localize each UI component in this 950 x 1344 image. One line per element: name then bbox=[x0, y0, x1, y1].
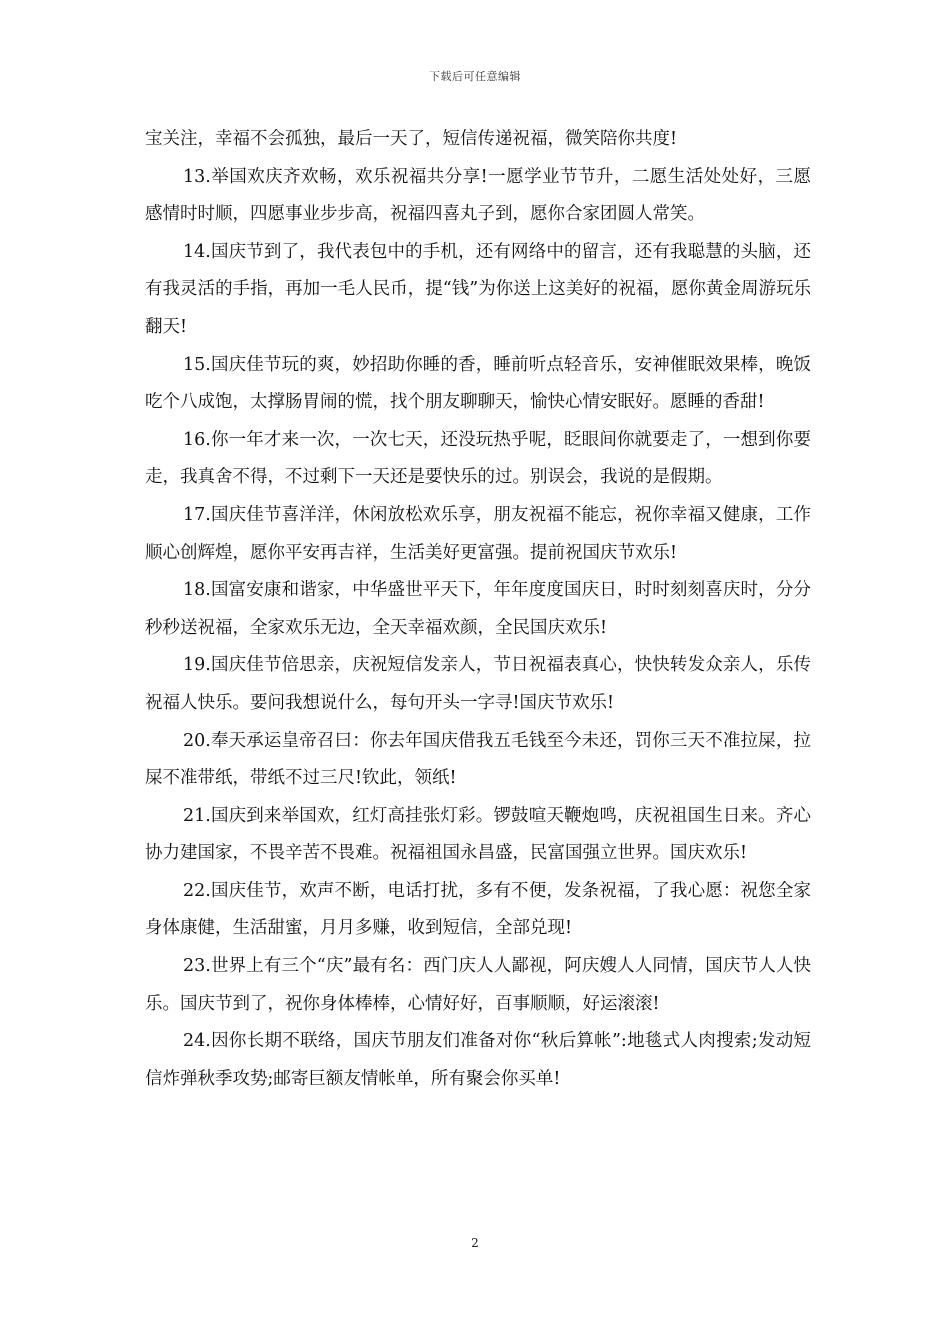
paragraph-continuation: 宝关注，幸福不会孤独，最后一天了，短信传递祝福，微笑陪你共度! bbox=[145, 129, 678, 149]
paragraph-item-17: 17.国庆佳节喜洋洋，休闲放松欢乐享，朋友祝福不能忘，祝你幸福又健康，工作顺心创辉煌，愿你平安再吉祥，生活美好更富强。提前祝国庆节欢乐! bbox=[145, 504, 811, 563]
paragraph-item-15: 15.国庆佳节玩的爽，妙招助你睡的香，睡前听点轻音乐，安神催眠效果棒，晚饭吃个八成饱，太撑肠胃闹的慌，找个朋友聊聊天，愉快心情安眠好。愿睡的香甜! bbox=[145, 354, 811, 413]
paragraph-item-16: 16.你一年才来一次，一次七天，还没玩热乎呢，眨眼间你就要走了，一想到你要走，我真舍不得，不过剩下一天还是要快乐的过。别误会，我说的是假期。 bbox=[145, 429, 811, 488]
paragraph-item-20: 20.奉天承运皇帝召曰：你去年国庆借我五毛钱至今未还，罚你三天不准拉屎，拉屎不准带纸，带纸不过三尺!钦此，领纸! bbox=[145, 730, 811, 789]
paragraph-item-19: 19.国庆佳节倍思亲，庆祝短信发亲人，节日祝福表真心，快快转发众亲人，乐传祝福人快乐。要问我想说什么，每句开头一字寻!国庆节欢乐! bbox=[145, 655, 811, 713]
paragraph-item-13: 13.举国欢庆齐欢畅，欢乐祝福共分享!一愿学业节节升，二愿生活处处好，三愿感情时时顺，四愿事业步步高，祝福四喜丸子到，愿你合家团圆人常笑。 bbox=[145, 166, 811, 225]
paragraph-item-18: 18.国富安康和谐家，中华盛世平天下，年年度度国庆日，时时刻刻喜庆时，分分秒秒送祝福，全家欢乐无边，全天幸福欢颜，全民国庆欢乐! bbox=[145, 580, 811, 638]
page-header-note: 下载后可任意编辑 bbox=[429, 70, 521, 83]
paragraph-item-24: 24.因你长期不联络，国庆节朋友们准备对你“秋后算帐”:地毯式人肉搜索;发动短信炸弹秋季攻势;邮寄巨额友情帐单，所有聚会你买单! bbox=[145, 1031, 811, 1089]
paragraph-item-14: 14.国庆节到了，我代表包中的手机，还有网络中的留言，还有我聪慧的头脑，还有我灵活的手指，再加一毛人民币，提“钱”为你送上这美好的祝福，愿你黄金周游玩乐翻天! bbox=[145, 241, 811, 337]
page-number: 2 bbox=[471, 1236, 479, 1250]
paragraph-item-22: 22.国庆佳节，欢声不断，电话打扰，多有不便，发条祝福，了我心愿：祝您全家身体康健，生活甜蜜，月月多赚，收到短信，全部兑现! bbox=[145, 880, 811, 939]
paragraph-item-23: 23.世界上有三个“庆”最有名：西门庆人人鄙视，阿庆嫂人人同情，国庆节人人快乐。国庆节到了，祝你身体棒棒，心情好好，百事顺顺，好运滚滚! bbox=[145, 956, 811, 1014]
document-body bbox=[145, 121, 811, 1098]
paragraph-item-21: 21.国庆到来举国欢，红灯高挂张灯彩。锣鼓喧天鞭炮鸣，庆祝祖国生日来。齐心协力建国家，不畏辛苦不畏难。祝福祖国永昌盛，民富国强立世界。国庆欢乐! bbox=[145, 805, 811, 864]
